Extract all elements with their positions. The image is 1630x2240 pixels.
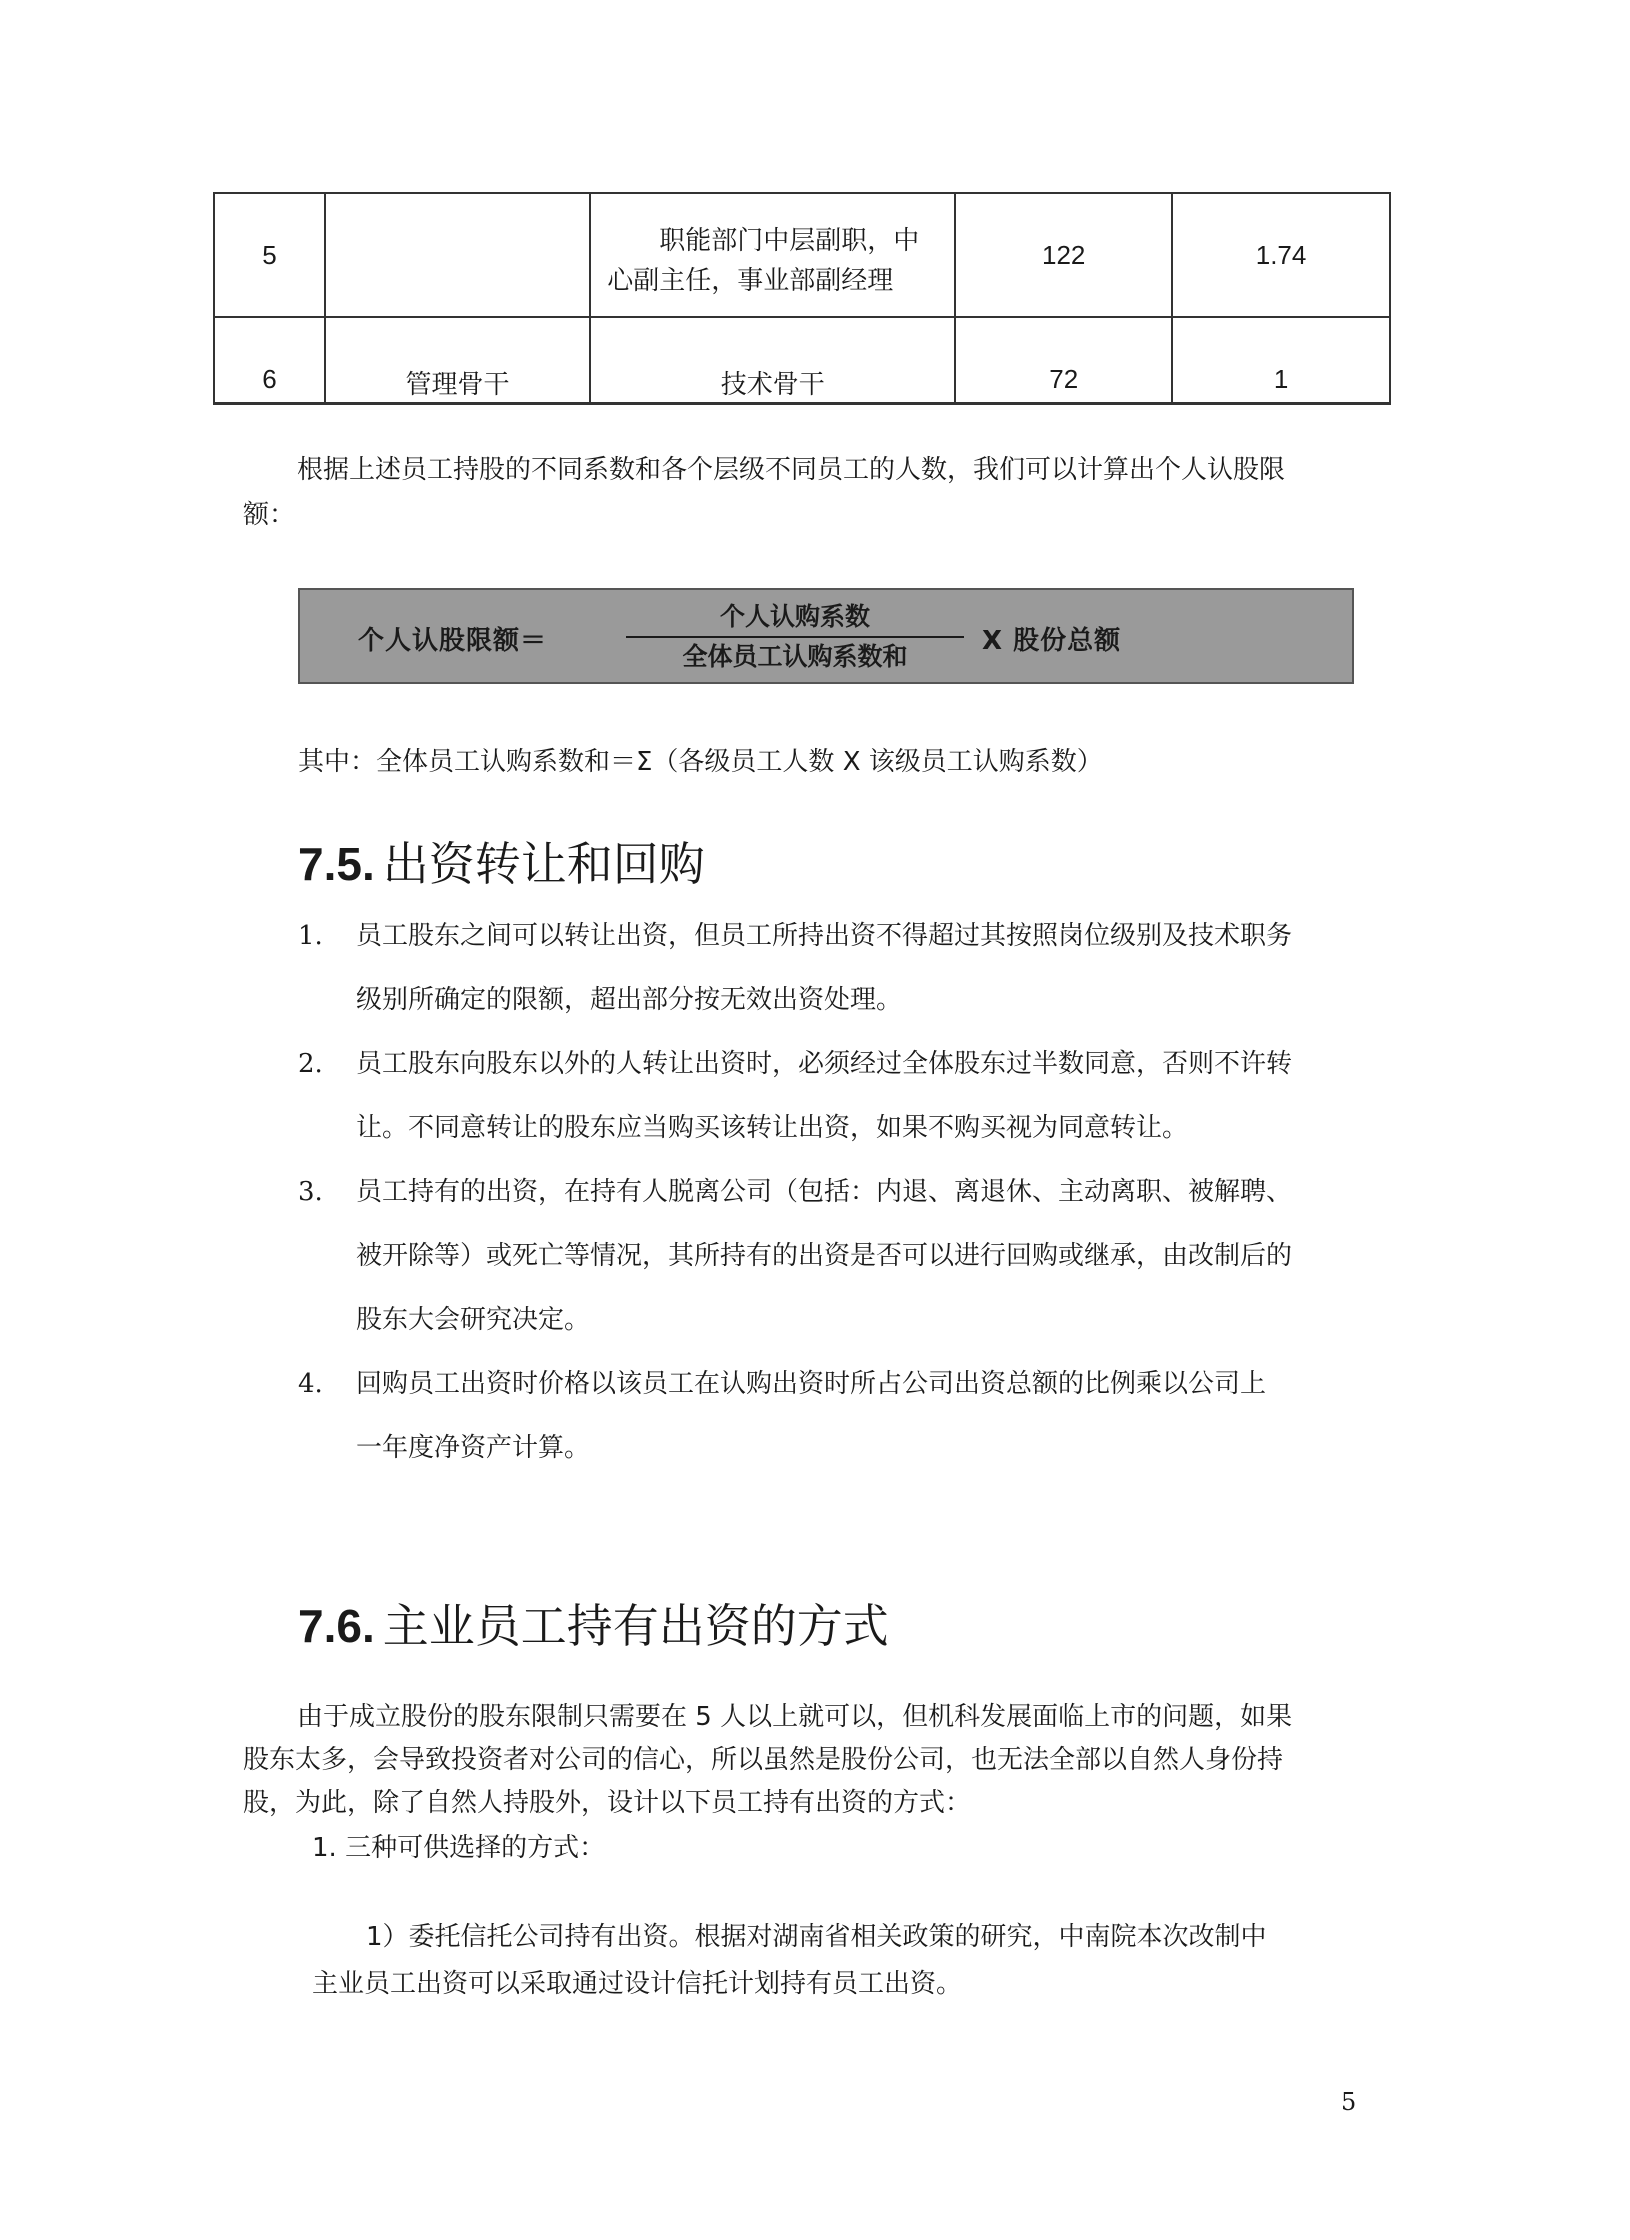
- cell-count: 72: [955, 317, 1172, 404]
- intro-line-1: 根据上述员工持股的不同系数和各个层级不同员工的人数，我们可以计算出个人认股限: [297, 455, 1286, 485]
- item-line: 一年度净资产计算。: [356, 1433, 591, 1463]
- list-item: [298, 1160, 1362, 1352]
- para-line: 由于成立股份的股东限制只需要在 5 人以上就可以，但机科发展面临上市的问题，如果: [297, 1702, 1293, 1732]
- section-heading-7-6: [298, 1590, 889, 1656]
- section-title: 出资转让和回购: [382, 837, 705, 891]
- page-number: 5: [1341, 2088, 1357, 2116]
- section-heading-7-5: [298, 828, 705, 894]
- item-number: 2.: [298, 1049, 323, 1079]
- para-line: 股，为此，除了自然人持股外，设计以下员工持有出资的方式：: [243, 1788, 972, 1818]
- section-number: 7.5.: [298, 838, 375, 890]
- cell-position: 技术骨干: [590, 317, 955, 404]
- formula-fraction: [620, 598, 970, 676]
- section-number: 7.6.: [298, 1600, 375, 1652]
- item-line: 股东大会研究决定。: [356, 1305, 591, 1335]
- cell-position: [590, 193, 955, 317]
- section-7-5-list: [298, 904, 1362, 1480]
- item-line: 回购员工出资时价格以该员工在认购出资时所占公司出资总额的比例乘以公司上: [356, 1369, 1267, 1399]
- cell-count: 122: [955, 193, 1172, 317]
- position-line-2: 心副主任，事业部副经理: [607, 265, 894, 295]
- sub-heading-options: 1. 三种可供选择的方式：: [312, 1833, 606, 1863]
- list-item: [298, 1032, 1362, 1160]
- cell-category: [325, 193, 590, 317]
- para-line: 主业员工出资可以采取通过设计信托计划持有员工出资。: [312, 1969, 963, 1999]
- cell-no: 6: [214, 317, 325, 404]
- intro-paragraph: [243, 448, 1361, 538]
- item-number: 3.: [298, 1177, 323, 1207]
- cell-no: 5: [214, 193, 325, 317]
- item-number: 1.: [298, 921, 323, 951]
- intro-line-2: 额：: [243, 500, 296, 530]
- formula-numerator: 个人认购系数: [719, 602, 870, 631]
- table-row: [214, 317, 1390, 404]
- item-line: 级别所确定的限额，超出部分按无效出资处理。: [356, 985, 903, 1015]
- item-line: 员工股东之间可以转让出资，但员工所持出资不得超过其按照岗位级别及技术职务: [356, 921, 1293, 951]
- formula-rhs: X 股份总额: [982, 626, 1122, 656]
- item-line: 让。不同意转让的股东应当购买该转让出资，如果不购买视为同意转让。: [356, 1113, 1189, 1143]
- employee-coefficient-table: [213, 192, 1391, 405]
- item-number: 4.: [298, 1369, 323, 1399]
- cell-category: 管理骨干: [325, 317, 590, 404]
- cell-coefficient: 1.74: [1172, 193, 1390, 317]
- list-item: [298, 1352, 1362, 1480]
- table-row: [214, 193, 1390, 317]
- item-line: 员工持有的出资，在持有人脱离公司（包括：内退、离退休、主动离职、被解聘、: [356, 1177, 1293, 1207]
- item-line: 员工股东向股东以外的人转让出资时，必须经过全体股东过半数同意，否则不许转: [356, 1049, 1293, 1079]
- cell-coefficient: 1: [1172, 317, 1390, 404]
- para-line: 股东太多，会导致投资者对公司的信心，所以虽然是股份公司，也无法全部以自然人身份持: [243, 1745, 1284, 1775]
- list-item: [298, 904, 1362, 1032]
- section-title: 主业员工持有出资的方式: [382, 1599, 889, 1653]
- formula-denominator: 全体员工认购系数和: [682, 642, 908, 671]
- formula-lhs: 个人认股限额＝: [358, 626, 548, 656]
- formula-box: [298, 588, 1354, 684]
- option-1-paragraph: [312, 1914, 1362, 2008]
- position-line-1: 职能部门中层副职，中: [659, 225, 920, 255]
- section-7-6-paragraph: [243, 1696, 1361, 1825]
- formula-note: 其中：全体员工认购系数和＝Σ（各级员工人数 X 该级员工认购系数）: [298, 747, 1103, 777]
- para-line: 1）委托信托公司持有出资。根据对湖南省相关政策的研究，中南院本次改制中: [366, 1922, 1267, 1952]
- item-line: 被开除等）或死亡等情况，其所持有的出资是否可以进行回购或继承，由改制后的: [356, 1241, 1293, 1271]
